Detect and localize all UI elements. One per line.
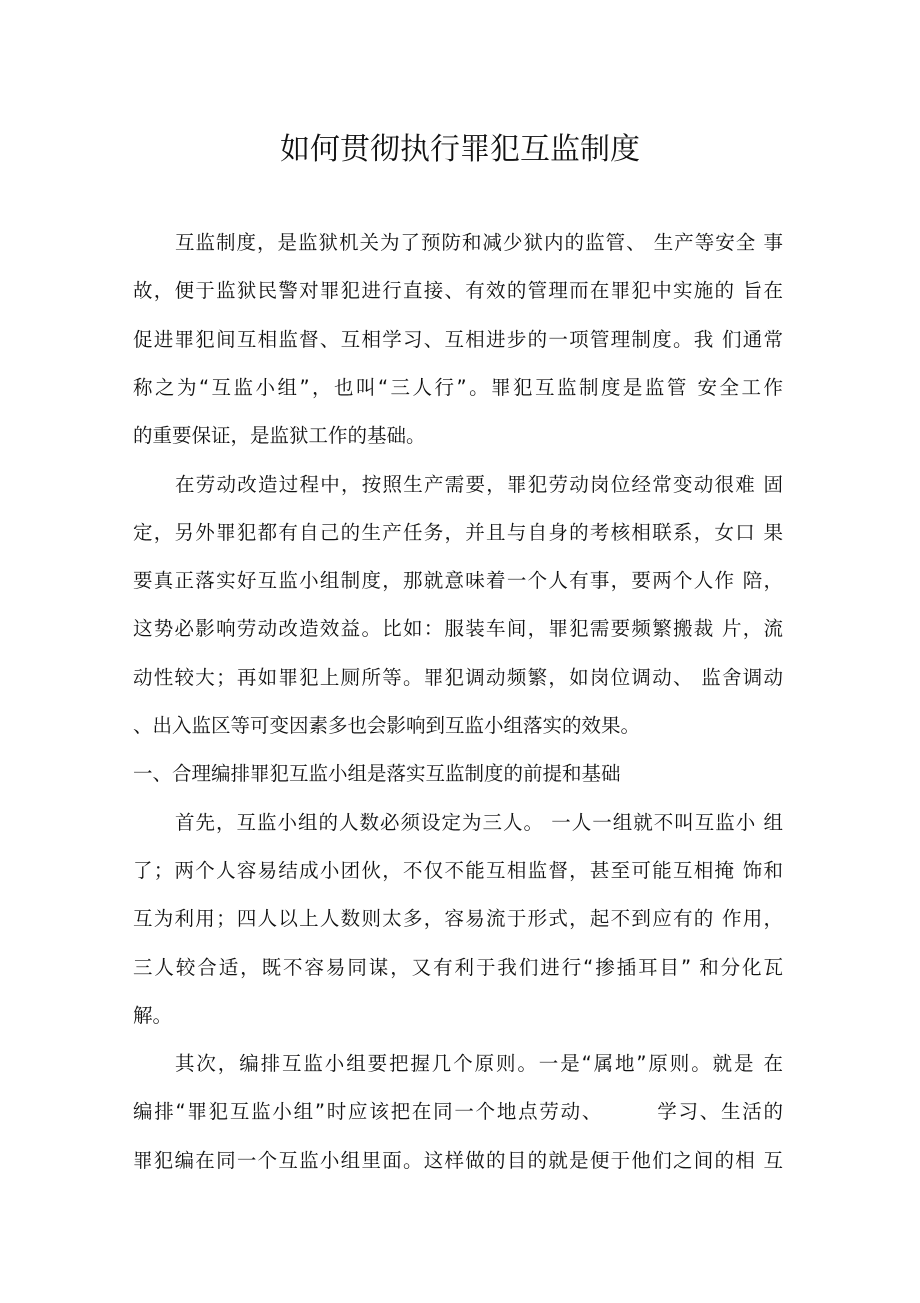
paragraph-line: 的重要保证，是监狱工作的基础。 (133, 424, 426, 448)
paragraph-line: 这势必影响劳动改造效益。比如：服装车间，罪犯需要频繁搬裁 片，流 (133, 617, 783, 641)
paragraph-line: 了；两个人容易结成小团伙，不仅不能互相监督，甚至可能互相掩 饰和 (133, 858, 783, 882)
paragraph-line: 要真正落实好互监小组制度，那就意味着一个人有事，要两个人作 陪， (133, 569, 783, 593)
paragraph-line: 编排“罪犯互监小组”时应该把在同一个地点劳动、 学习、生活的 (133, 1100, 783, 1124)
document-title: 如何贯彻执行罪犯互监制度 (280, 132, 640, 167)
paragraph-line: 解。 (133, 1003, 173, 1027)
paragraph-line: 罪犯编在同一个互监小组里面。这样做的目的就是便于他们之间的相 互 (133, 1148, 783, 1172)
paragraph-line: 、出入监区等可变因素多也会影响到互监小组落实的效果。 (133, 714, 641, 737)
paragraph-line: 动性较大；再如罪犯上厕所等。罪犯调动频繁，如岗位调动、 监舍调动 (133, 665, 783, 689)
paragraph-line: 首先，互监小组的人数必须设定为三人。 一人一组就不叫互监小 组 (175, 810, 783, 834)
paragraph-line: 互为利用；四人以上人数则太多，容易流于形式，起不到应有的 作用， (133, 907, 783, 931)
paragraph-line: 故，便于监狱民警对罪犯进行直接、有效的管理而在罪犯中实施的 旨在 (133, 279, 783, 303)
paragraph-line: 在劳动改造过程中，按照生产需要，罪犯劳动岗位经常变动很难 固 (175, 472, 783, 496)
paragraph-line: 称之为“互监小组”，也叫“三人行”。罪犯互监制度是监管 安全工作 (133, 375, 783, 399)
section-heading: 一、合理编排罪犯互监小组是落实互监制度的前提和基础 (133, 762, 621, 786)
paragraph-line: 三人较合适，既不容易同谋，又有利于我们进行“掺插耳目” 和分化瓦 (133, 955, 783, 979)
paragraph-line: 促进罪犯间互相监督、互相学习、互相进步的一项管理制度。我 们通常 (133, 327, 783, 351)
paragraph-line: 互监制度，是监狱机关为了预防和减少狱内的监管、 生产等安全 事 (175, 231, 783, 254)
paragraph-line: 定，另外罪犯都有自己的生产任务，并且与自身的考核相联系，女口 果 (133, 520, 783, 544)
paragraph-line: 其次，编排互监小组要把握几个原则。一是“属地”原则。就是 在 (175, 1052, 783, 1076)
